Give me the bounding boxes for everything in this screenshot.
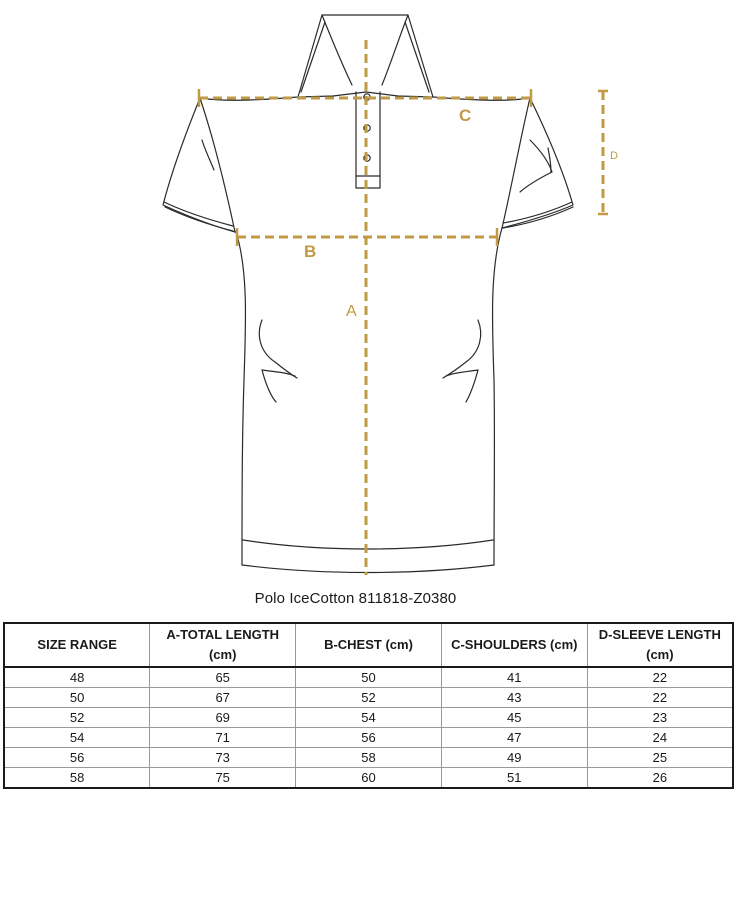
cell-sleeve-length: 24 [587,728,733,748]
cell-sleeve-length: 23 [587,708,733,728]
header-chest: B-CHEST (cm) [296,623,442,667]
table-row [4,688,733,708]
cell-chest: 60 [296,768,442,789]
cell-shoulders: 41 [441,667,587,688]
cell-shoulders: 51 [441,768,587,789]
cell-size: 54 [4,728,150,748]
header-sleeve-length: D-SLEEVE LENGTH (cm) [587,623,733,667]
cell-chest: 54 [296,708,442,728]
cell-size: 48 [4,667,150,688]
cell-sleeve-length: 22 [587,688,733,708]
measure-label-b: B [304,242,317,261]
cell-shoulders: 47 [441,728,587,748]
measurement-lines [199,40,603,575]
cell-chest: 52 [296,688,442,708]
cell-sleeve-length: 25 [587,748,733,768]
cell-total-length: 65 [150,667,296,688]
cell-total-length: 73 [150,748,296,768]
cell-shoulders: 49 [441,748,587,768]
measure-label-d: D [610,150,618,162]
cell-total-length: 67 [150,688,296,708]
table-row [4,728,733,748]
header-shoulders: C-SHOULDERS (cm) [441,623,587,667]
cell-total-length: 69 [150,708,296,728]
table-row [4,708,733,728]
cell-total-length: 71 [150,728,296,748]
table-row [4,667,733,688]
cell-chest: 56 [296,728,442,748]
cell-size: 52 [4,708,150,728]
measurement-endcaps [199,89,608,246]
cell-sleeve-length: 22 [587,667,733,688]
table-header-row [4,623,733,667]
cell-sleeve-length: 26 [587,768,733,789]
cell-chest: 50 [296,667,442,688]
cell-shoulders: 43 [441,688,587,708]
cell-size: 56 [4,748,150,768]
measure-label-c: C [459,106,472,125]
header-total-length: A-TOTAL LENGTH (cm) [150,623,296,667]
cell-chest: 58 [296,748,442,768]
header-size-range: SIZE RANGE [4,623,150,667]
measure-label-a: A [346,303,357,320]
cell-size: 50 [4,688,150,708]
table-row [4,748,733,768]
cell-total-length: 75 [150,768,296,789]
cell-shoulders: 45 [441,708,587,728]
product-caption: Polo IceCotton 811818-Z0380 [254,590,457,607]
size-table [3,622,734,789]
table-row [4,768,733,789]
cell-size: 58 [4,768,150,789]
